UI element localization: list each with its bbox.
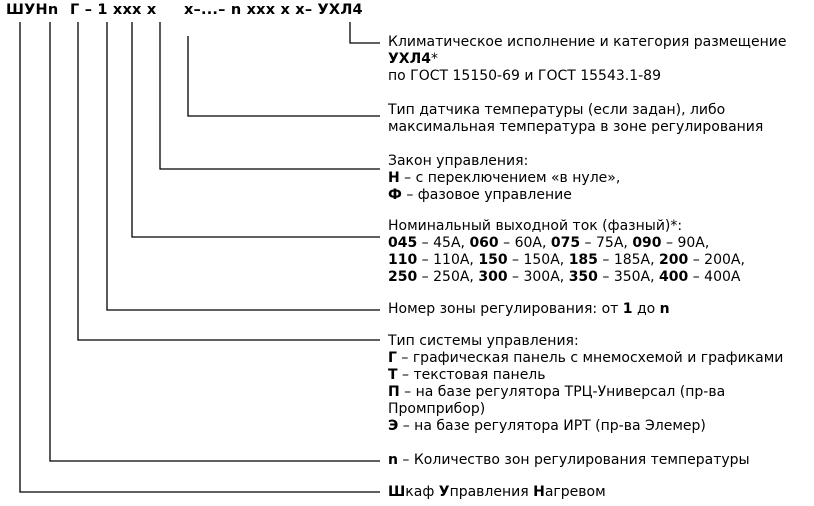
control-system-p2: Промприбор) [388,401,486,417]
control-system-description [388,333,783,435]
cabinet-initial-2: У [438,484,450,500]
control-system-g-key: Г [388,350,397,366]
control-law-title: Закон управления: [388,153,529,169]
control-law-h-key: Н [388,170,400,186]
current-value: – 110А, [417,252,479,268]
cabinet-initial-3: Н [533,484,545,500]
cabinet-description [388,484,606,501]
leader-climate [350,22,380,43]
control-system-p-key: П [388,384,400,400]
code-prefix: ШУНn [6,2,59,18]
zone-number-from: 1 [622,301,633,317]
current-row [388,269,745,286]
climate-line3: по ГОСТ 15150-69 и ГОСТ 15543.1-89 [388,68,661,84]
zones-count-key: n [388,452,398,468]
zone-number-line [388,301,670,318]
control-system-t [388,367,783,384]
cabinet-line [388,484,606,501]
code-tail: x–...– n xxx x x– УХЛ4 [184,2,363,18]
climate-description [388,34,786,85]
sensor-line2: максимальная температура в зоне регулирования [388,119,764,135]
current-value: – 75А, [580,235,633,251]
current-key: 200 [659,252,689,268]
climate-line1: Климатическое исполнение и категория размещение [388,34,787,50]
current-value: – 400А [688,269,741,285]
current-value: – 45А, [417,235,470,251]
leader-zone-number [107,22,380,310]
current-key: 110 [388,252,418,268]
zone-number-text2: до [632,301,660,317]
current-row [388,235,745,252]
current-value: – 300А, [507,269,569,285]
climate-line2 [388,51,786,68]
control-law-f [388,187,620,204]
leader-cabinet [20,22,380,492]
current-title: Номинальный выходной ток (фазный)*: [388,218,683,234]
zones-count-description [388,452,750,469]
current-key: 090 [632,235,662,251]
control-system-title: Тип системы управления: [388,333,579,349]
current-value: – 350А, [597,269,660,285]
cabinet-word-2: правления [449,484,534,500]
climate-asterisk: * [430,51,438,67]
current-key: 045 [388,235,418,251]
zone-number-to: n [659,301,670,317]
control-system-e [388,418,783,435]
current-key: 300 [478,269,508,285]
code-system-zone-current: Г – 1 xxx x [70,2,157,18]
leader-control-system [78,22,380,340]
zones-count-text: – Количество зон регулирования температуры [397,452,750,468]
current-key: 185 [568,252,598,268]
control-system-e-text: – на базе регулятора ИРТ (пр-ва Элемер) [398,418,706,434]
cabinet-word-3: агревом [544,484,606,500]
control-system-e-key: Э [388,418,399,434]
control-law-h [388,170,620,187]
control-law-h-text: – с переключением «в нуле», [399,170,621,186]
control-system-p [388,384,783,401]
current-key: 250 [388,269,418,285]
leader-zones-count [50,22,380,461]
sensor-description [388,102,763,136]
zone-number-text: Номер зоны регулирования: от [388,301,623,317]
cabinet-word-1: каф [405,484,439,500]
current-value: – 60А, [498,235,551,251]
current-value: – 150А, [507,252,569,268]
control-system-g-text: – графическая панель с мнемосхемой и графиками [396,350,784,366]
current-key: 060 [469,235,499,251]
zone-number-description [388,301,670,318]
current-key: 400 [659,269,689,285]
leader-current [132,22,380,237]
control-law-f-text: – фазовое управление [401,187,572,203]
climate-code: УХЛ4 [388,51,431,67]
zones-count-line [388,452,750,469]
current-value: – 200А, [688,252,745,268]
cabinet-initial-1: Ш [388,484,406,500]
control-system-t-key: Т [388,367,398,383]
control-law-f-key: Ф [388,187,402,203]
current-row [388,252,745,269]
current-key: 350 [568,269,598,285]
current-value: – 90А, [661,235,710,251]
current-key: 075 [550,235,581,251]
current-value: – 185А, [597,252,660,268]
current-description [388,218,745,286]
sensor-line1: Тип датчика температуры (если задан), либо [388,102,726,118]
control-system-t-text: – текстовая панель [397,367,546,383]
control-system-g [388,350,783,367]
control-system-p-text: – на базе регулятора ТРЦ-Универсал (пр-ва [399,384,726,400]
leader-control-law [160,22,380,169]
current-key: 150 [478,252,508,268]
leader-sensor [188,36,380,116]
current-value: – 250А, [417,269,479,285]
control-law-description [388,153,620,204]
